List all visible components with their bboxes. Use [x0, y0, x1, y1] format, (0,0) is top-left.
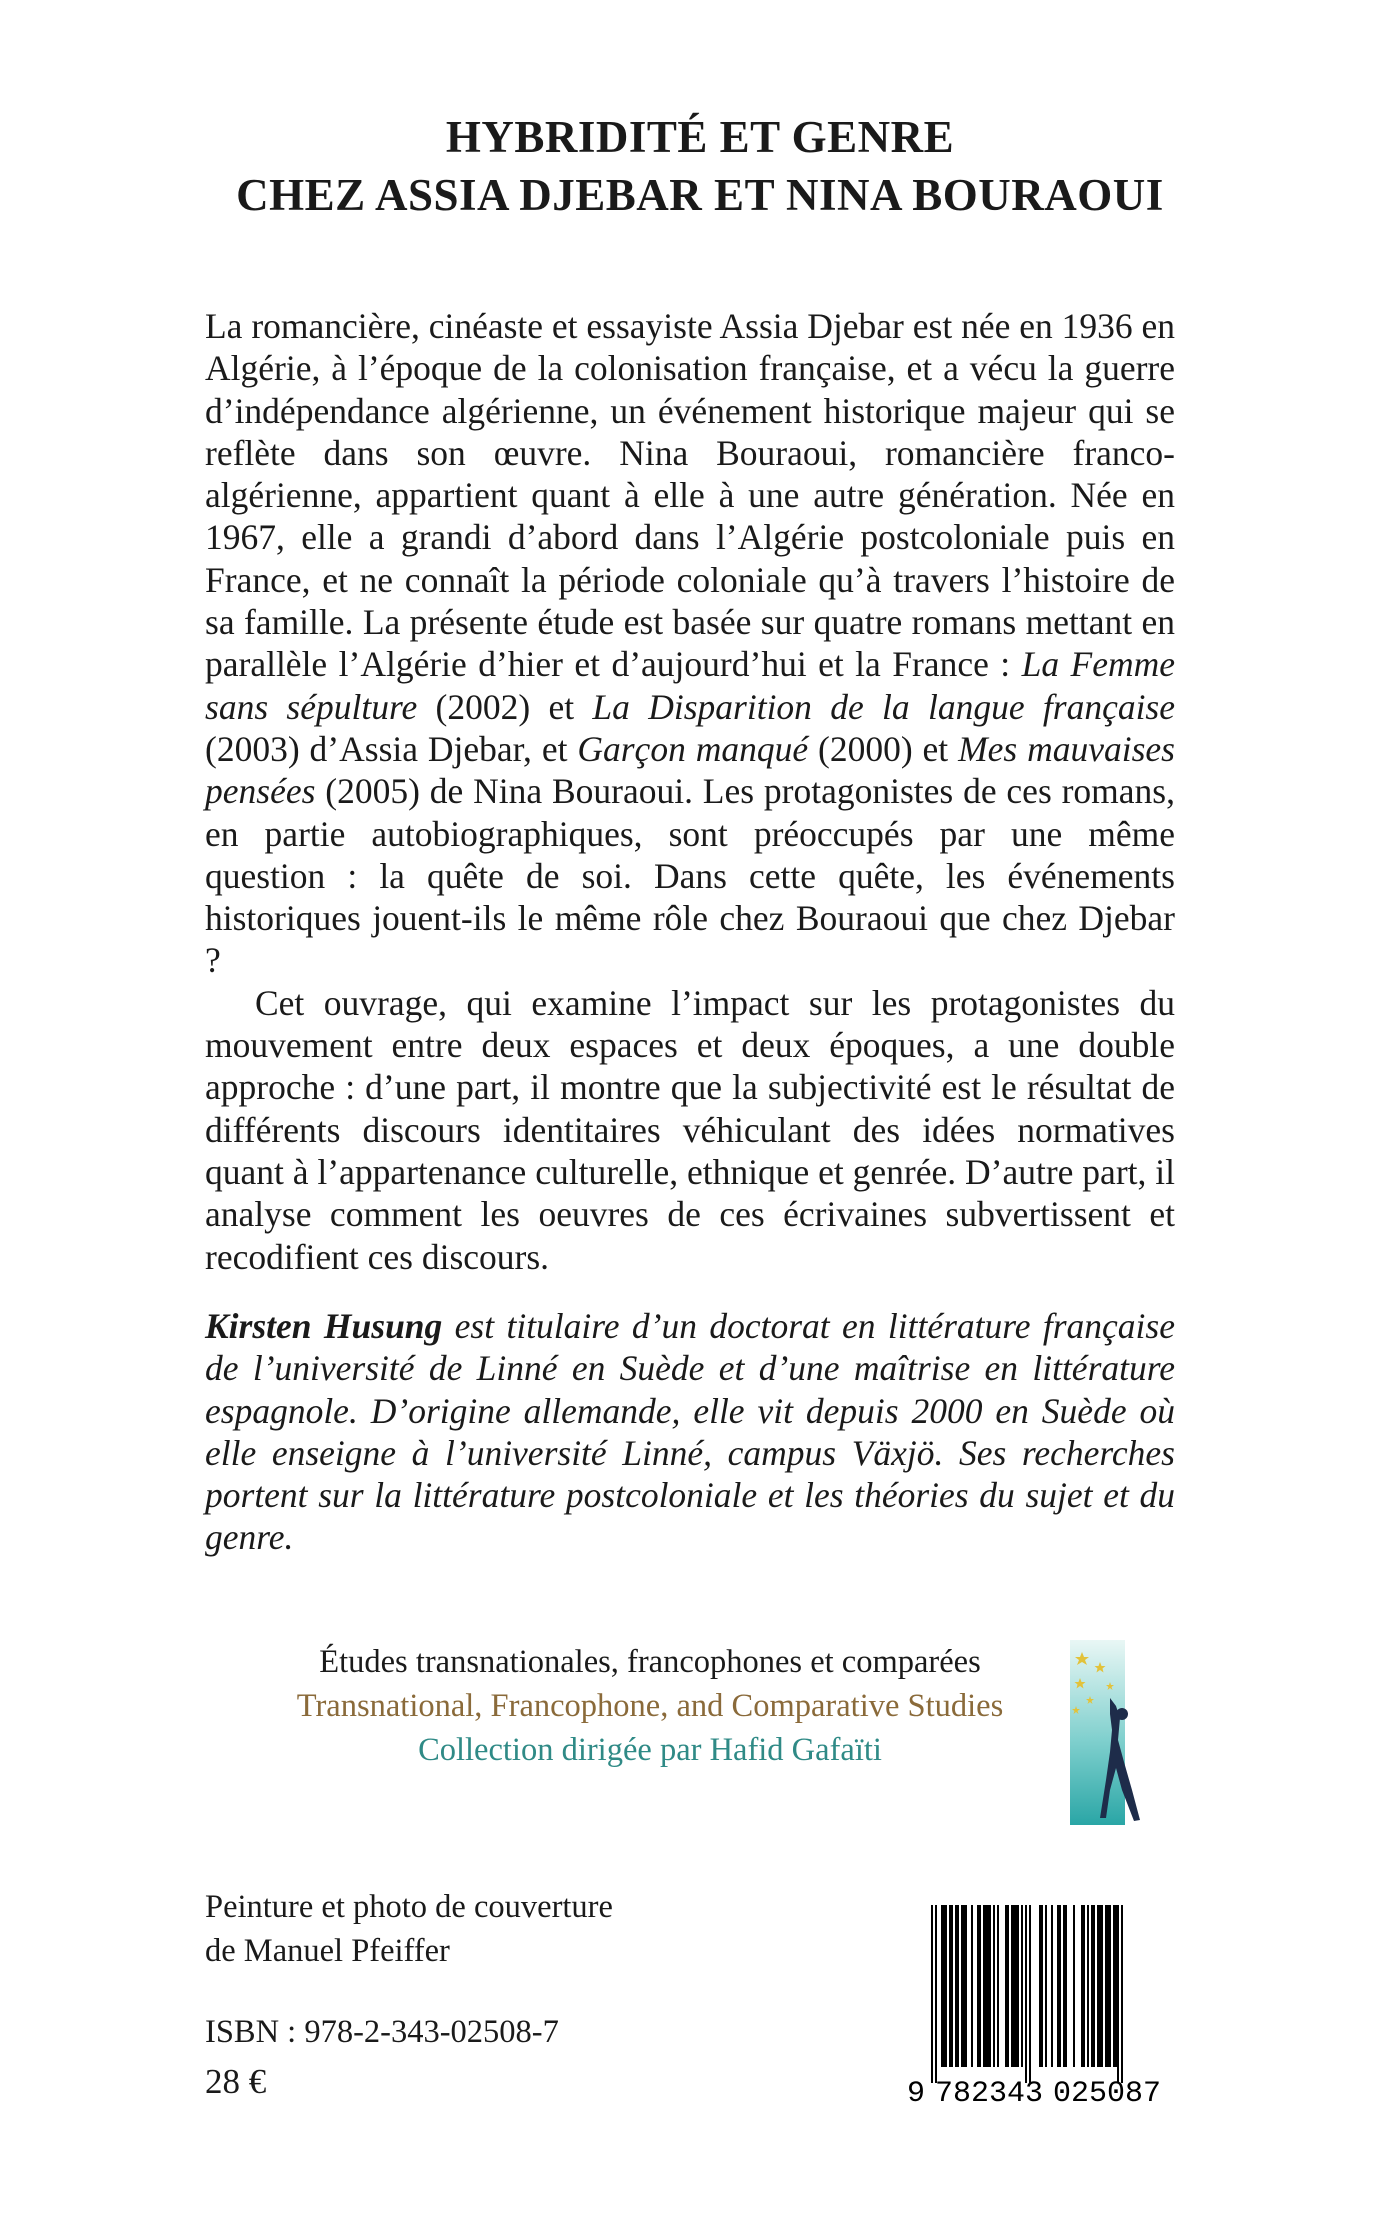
barcode-bar: [1051, 1905, 1053, 2067]
barcode-bar: [931, 1905, 933, 2083]
star-reaching-figure-icon: [1070, 1640, 1150, 1825]
collection-info: [230, 1640, 1070, 1772]
barcode-bar: [1113, 1905, 1117, 2067]
credits-line-2: de Manuel Pfeiffer: [205, 1933, 450, 1969]
summary-text-segment: (2000) et: [808, 728, 959, 769]
barcode-bar: [1011, 1905, 1019, 2067]
barcode-bar: [1029, 1905, 1031, 2083]
title-line-2: CHEZ ASSIA DJEBAR ET NINA BOURAOUI: [236, 170, 1164, 220]
title-line-1: HYBRIDITÉ ET GENRE: [445, 112, 955, 162]
barcode-bar: [1063, 1905, 1067, 2067]
book-title-reference: Mes mauvaises pensées: [205, 728, 1175, 812]
barcode-bar: [1057, 1905, 1061, 2067]
barcode-first-digit: 9: [907, 2077, 926, 2105]
book-title-reference: La Femme sans sépulture: [205, 644, 1176, 727]
barcode-bar: [997, 1905, 999, 2067]
collection-title-fr: Études transnationales, francophones et comparées: [319, 1644, 981, 1680]
summary-text-segment: La romancière, cinéaste et essayiste Assia Djebar est née en 1936 en Algérie, à l’époque de la colonisation française, et a vécu la guerre d’indépendance algérienne, un événement historique majeur qui se reflète dans son œuvre. Nina Bouraoui, romancière franco-algérienne, appartient quant à elle à une autre génération. Née en 1967, elle a grandi d’abord dans l’Algérie postcoloniale puis en France, et ne connaît la période coloniale qu’à travers l’histoire de sa famille. La présente étude est basée sur quatre romans mettant en parallèle l’Algérie d’hier et d’aujourd’hui et la France :: [205, 306, 1175, 685]
barcode-bar: [1081, 1905, 1085, 2067]
cover-credits: [205, 1885, 613, 1973]
barcode-bar: [1073, 1905, 1075, 2067]
barcode-bar: [1105, 1905, 1111, 2067]
credits-line-1: Peinture et photo de couverture: [205, 1889, 613, 1925]
barcode-bar: [1097, 1905, 1103, 2067]
bio-text: est titulaire d’un doctorat en littérature française de l’université de Linné en Suède et d’une maîtrise en littérature espagnole. D’origine allemande, elle vit depuis 2000 en Suède où elle enseigne à l’université Linné, campus Växjö. Ses recherches portent sur la littérature postcoloniale et les théories du sujet et du genre.: [205, 1306, 1175, 1558]
barcode-bar: [955, 1905, 959, 2067]
isbn-barcode: [905, 1905, 1175, 2105]
summary-text-segment: (2002) et: [417, 686, 593, 727]
price: 28 €: [205, 2062, 267, 2101]
isbn-number: ISBN : 978-2-343-02508-7: [205, 2014, 559, 2050]
summary-paragraph-2: Cet ouvrage, qui examine l’impact sur les protagonistes du mouvement entre deux espaces et deux époques, a une double approche : d’une part, il montre que la subjectivité est le résultat de différents discours identitaires véhiculant des idées normatives quant à l’appartenance culturelle, ethnique et genrée. D’autre part, il analyse comment les oeuvres de ces écrivaines subvertissent et recodifient ces discours.: [205, 982, 1175, 1277]
barcode-bar: [1025, 1905, 1027, 2083]
barcode-right-digits: 025087: [1053, 2077, 1161, 2105]
book-summary: [205, 305, 1175, 1278]
bio-paragraph: [205, 1305, 1175, 1559]
barcode-bar: [935, 1905, 937, 2083]
barcode-bar: [961, 1905, 967, 2067]
summary-paragraph-1: [205, 305, 1175, 982]
barcode-bar: [1005, 1905, 1009, 2067]
author-name: Kirsten Husung: [205, 1306, 443, 1346]
collection-director: Collection dirigée par Hafid Gafaïti: [418, 1732, 882, 1768]
book-title-reference: La Disparition de la langue française: [592, 686, 1176, 727]
barcode-left-digits: 782343: [935, 2077, 1043, 2105]
barcode-bar: [1091, 1905, 1095, 2067]
summary-text-segment: (2005) de Nina Bouraoui. Les protagonistes de ces romans, en partie autobiographiques, sont préoccupés par une même question : la quête de soi. Dans cette quête, les événements historiques jouent-ils le même rôle chez Bouraoui que chez Djebar ?: [205, 771, 1175, 981]
barcode-bar: [1039, 1905, 1043, 2067]
author-bio: [205, 1305, 1175, 1559]
barcode-bars: [931, 1905, 1123, 2083]
barcode-bar: [1117, 1905, 1119, 2083]
barcode-bar: [949, 1905, 953, 2067]
barcode-bar: [977, 1905, 981, 2067]
collection-title-en: Transnational, Francophone, and Comparative Studies: [296, 1688, 1004, 1724]
book-title-reference: Garçon manqué: [577, 728, 809, 769]
barcode-bar: [941, 1905, 947, 2067]
barcode-bar: [1045, 1905, 1047, 2067]
barcode-bar: [993, 1905, 995, 2067]
summary-text-segment: (2003) d’Assia Djebar, et: [205, 728, 578, 769]
barcode-bar: [1021, 1905, 1023, 2067]
barcode-bar: [1087, 1905, 1089, 2067]
book-title: [0, 108, 1400, 224]
barcode-bar: [1121, 1905, 1123, 2083]
barcode-bar: [983, 1905, 991, 2067]
barcode-bar: [971, 1905, 973, 2067]
